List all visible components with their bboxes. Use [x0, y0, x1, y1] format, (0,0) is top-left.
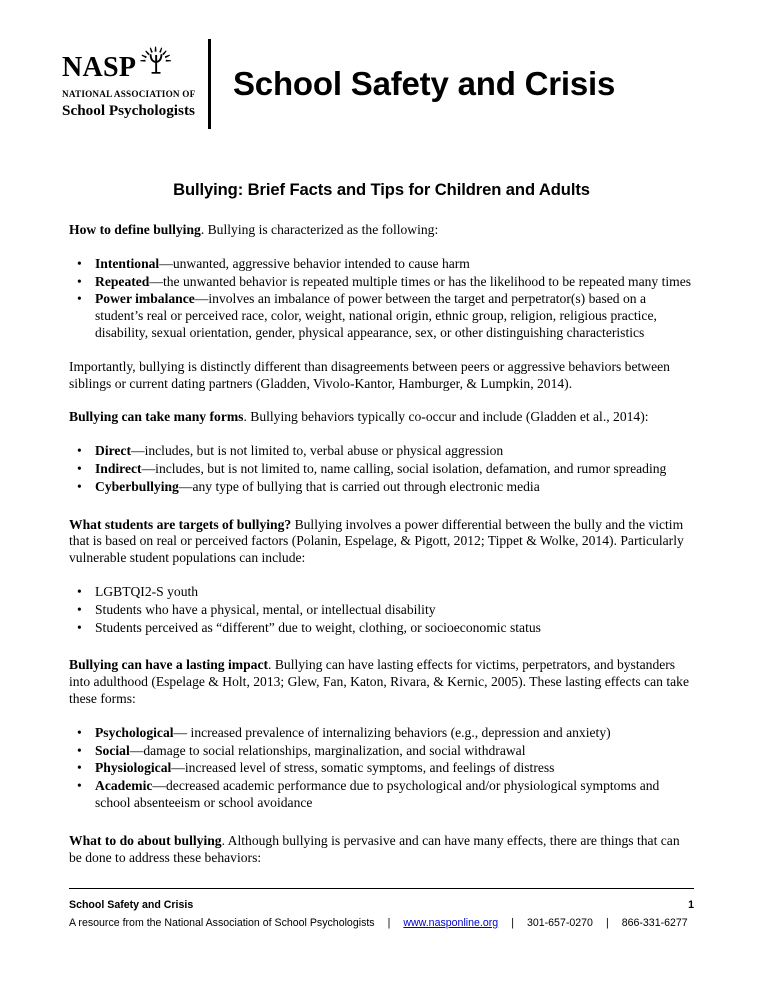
list-item [69, 443, 694, 460]
list-item-lead: Intentional [95, 255, 160, 271]
section-lead-label: Bullying can take many forms [69, 409, 244, 425]
section-lead-label: What to do about bullying [69, 832, 222, 848]
list-item [69, 584, 694, 601]
footer-resource-line: A resource from the National Association of School Psychologists [69, 917, 375, 929]
list-item [69, 461, 694, 478]
psi-tree-icon [139, 46, 173, 81]
list-item-text: Students perceived as “different” due to weight, clothing, or socioeconomic status [95, 619, 541, 635]
footer-separator: | [511, 917, 514, 929]
masthead-divider [208, 39, 211, 129]
section-lead-label: Bullying can have a lasting impact [69, 657, 269, 673]
list-item [69, 256, 694, 273]
footer-title: School Safety and Crisis [69, 899, 194, 911]
footer-divider [69, 888, 694, 889]
list-item [69, 291, 694, 341]
lasting-effects-list [69, 725, 694, 812]
list-item [69, 602, 694, 619]
section-lead-label: What students are targets of bullying? [69, 516, 292, 532]
section-lead-text: Bullying involves a power differential between the bully and the victim that is based on real or perceived factors (Polanin, Espelage, & Pigott, 2012; Tippet & Wolke, 2014). Particularly vulnerable student populations can include: [69, 516, 684, 566]
section-lead-text: . Bullying can have lasting effects for victims, perpetrators, and bystanders into adulthood (Espelage & Holt, 2013; Glew, Fan, Katon, Rivara, & Kernic, 2005). These lasting effects can take these forms: [69, 657, 689, 706]
section-lead-paragraph [69, 409, 694, 426]
list-item-text: —includes, but is not limited to, verbal abuse or physical aggression [130, 443, 504, 459]
section-lead-text: . Bullying behaviors typically co-occur and include (Gladden et al., 2014): [243, 409, 649, 425]
footer-title-row [69, 899, 694, 911]
list-item-lead: Power imbalance [95, 291, 195, 307]
document-body [69, 180, 694, 877]
footer-contact-row [69, 917, 694, 929]
list-item-lead: Repeated [95, 273, 150, 289]
list-item-lead: Social [95, 742, 130, 758]
definition-bullet-list [69, 256, 694, 342]
list-item-text: —decreased academic performance due to psychological and/or physiological symptoms and school absenteeism or school avoidance [95, 778, 660, 810]
nasponline-link[interactable]: www.nasponline.org [403, 917, 499, 929]
section-lead-paragraph [69, 833, 694, 867]
list-item-lead: Academic [95, 778, 153, 794]
list-item-lead: Indirect [95, 460, 142, 476]
list-item-text: — increased prevalence of internalizing behaviors (e.g., depression and anxiety) [173, 724, 611, 740]
list-item-text: —unwanted, aggressive behavior intended to cause harm [159, 255, 470, 271]
section-lead-paragraph [69, 517, 694, 567]
section-lead-paragraph [69, 657, 694, 707]
list-item [69, 479, 694, 496]
bullet-glyph-icon: • [77, 583, 82, 599]
forms-bullet-list [69, 443, 694, 495]
list-item [69, 778, 694, 812]
bullet-glyph-icon: • [77, 443, 82, 459]
bullet-glyph-icon: • [77, 601, 82, 617]
nasp-logo [62, 48, 194, 120]
list-item [69, 725, 694, 742]
footer-phone-primary: 301-657-0270 [526, 917, 593, 929]
list-item-text: —damage to social relationships, marginalization, and social withdrawal [129, 742, 526, 758]
list-item-text: —the unwanted behavior is repeated multiple times or has the likelihood to be repeated many times [149, 273, 692, 289]
bullet-glyph-icon: • [77, 273, 82, 289]
bullet-glyph-icon: • [77, 778, 82, 794]
logo-organization: School Psychologists [62, 102, 195, 119]
list-item-lead: Cyberbullying [95, 478, 179, 494]
list-item-lead: Physiological [95, 760, 172, 776]
page-number: 1 [688, 899, 694, 911]
clarification-paragraph: Importantly, bullying is distinctly different than disagreements between peers or aggressive behaviors between siblings or current dating partners (Gladden, Vivolo-Kantor, Hamburger, & Lumpkin, 2014). [69, 358, 670, 391]
page-footer [69, 888, 694, 929]
footer-phone-toll-free: 866-331-6277 [621, 917, 688, 929]
list-item-text: —includes, but is not limited to, name calling, social isolation, defamation, and rumor spreading [141, 460, 667, 476]
section-lead-paragraph [69, 222, 694, 239]
list-item-lead: Direct [95, 443, 131, 459]
list-item-text: Students who have a physical, mental, or intellectual disability [95, 601, 436, 617]
bullet-glyph-icon: • [77, 255, 82, 271]
bullet-glyph-icon: • [77, 760, 82, 776]
bullet-glyph-icon: • [77, 291, 82, 307]
page-title: Bullying: Brief Facts and Tips for Children and Adults [173, 180, 590, 199]
bullet-glyph-icon: • [77, 619, 82, 635]
list-item-lead: Psychological [95, 724, 174, 740]
list-item [69, 760, 694, 777]
bullet-glyph-icon: • [77, 478, 82, 494]
list-item-text: —any type of bullying that is carried out through electronic media [178, 478, 540, 494]
section-lead-text: . Bullying is characterized as the following: [200, 222, 439, 237]
masthead [0, 0, 768, 168]
section-lead-label: How to define bullying [69, 222, 201, 237]
vulnerable-populations-list [69, 584, 694, 636]
logo-top-row [62, 48, 173, 82]
logo-acronym: NASP [62, 52, 137, 83]
list-item-text: LGBTQI2-S youth [95, 583, 199, 599]
list-item [69, 743, 694, 760]
bullet-glyph-icon: • [77, 742, 82, 758]
section-lead-text: . Although bullying is pervasive and can have many effects, there are things that can be done to address these behaviors: [69, 832, 680, 865]
bullet-glyph-icon: • [77, 460, 82, 476]
list-item-text: —involves an imbalance of power between the target and perpetrator(s) based on a student’s real or perceived race, color, weight, national origin, ethnic group, religion, religious practice, disability, sexual orientation, gender, physical appearance, sex, or other distinguishing characteristics [95, 291, 657, 340]
logo-tagline: NATIONAL ASSOCIATION OF [62, 89, 196, 99]
list-item [69, 274, 694, 291]
list-item-text: —increased level of stress, somatic symptoms, and feelings of distress [171, 760, 555, 776]
list-item [69, 620, 694, 637]
footer-separator: | [387, 917, 391, 929]
masthead-title: School Safety and Crisis [233, 65, 616, 102]
footer-separator: | [605, 917, 609, 929]
bullet-glyph-icon: • [77, 724, 82, 740]
